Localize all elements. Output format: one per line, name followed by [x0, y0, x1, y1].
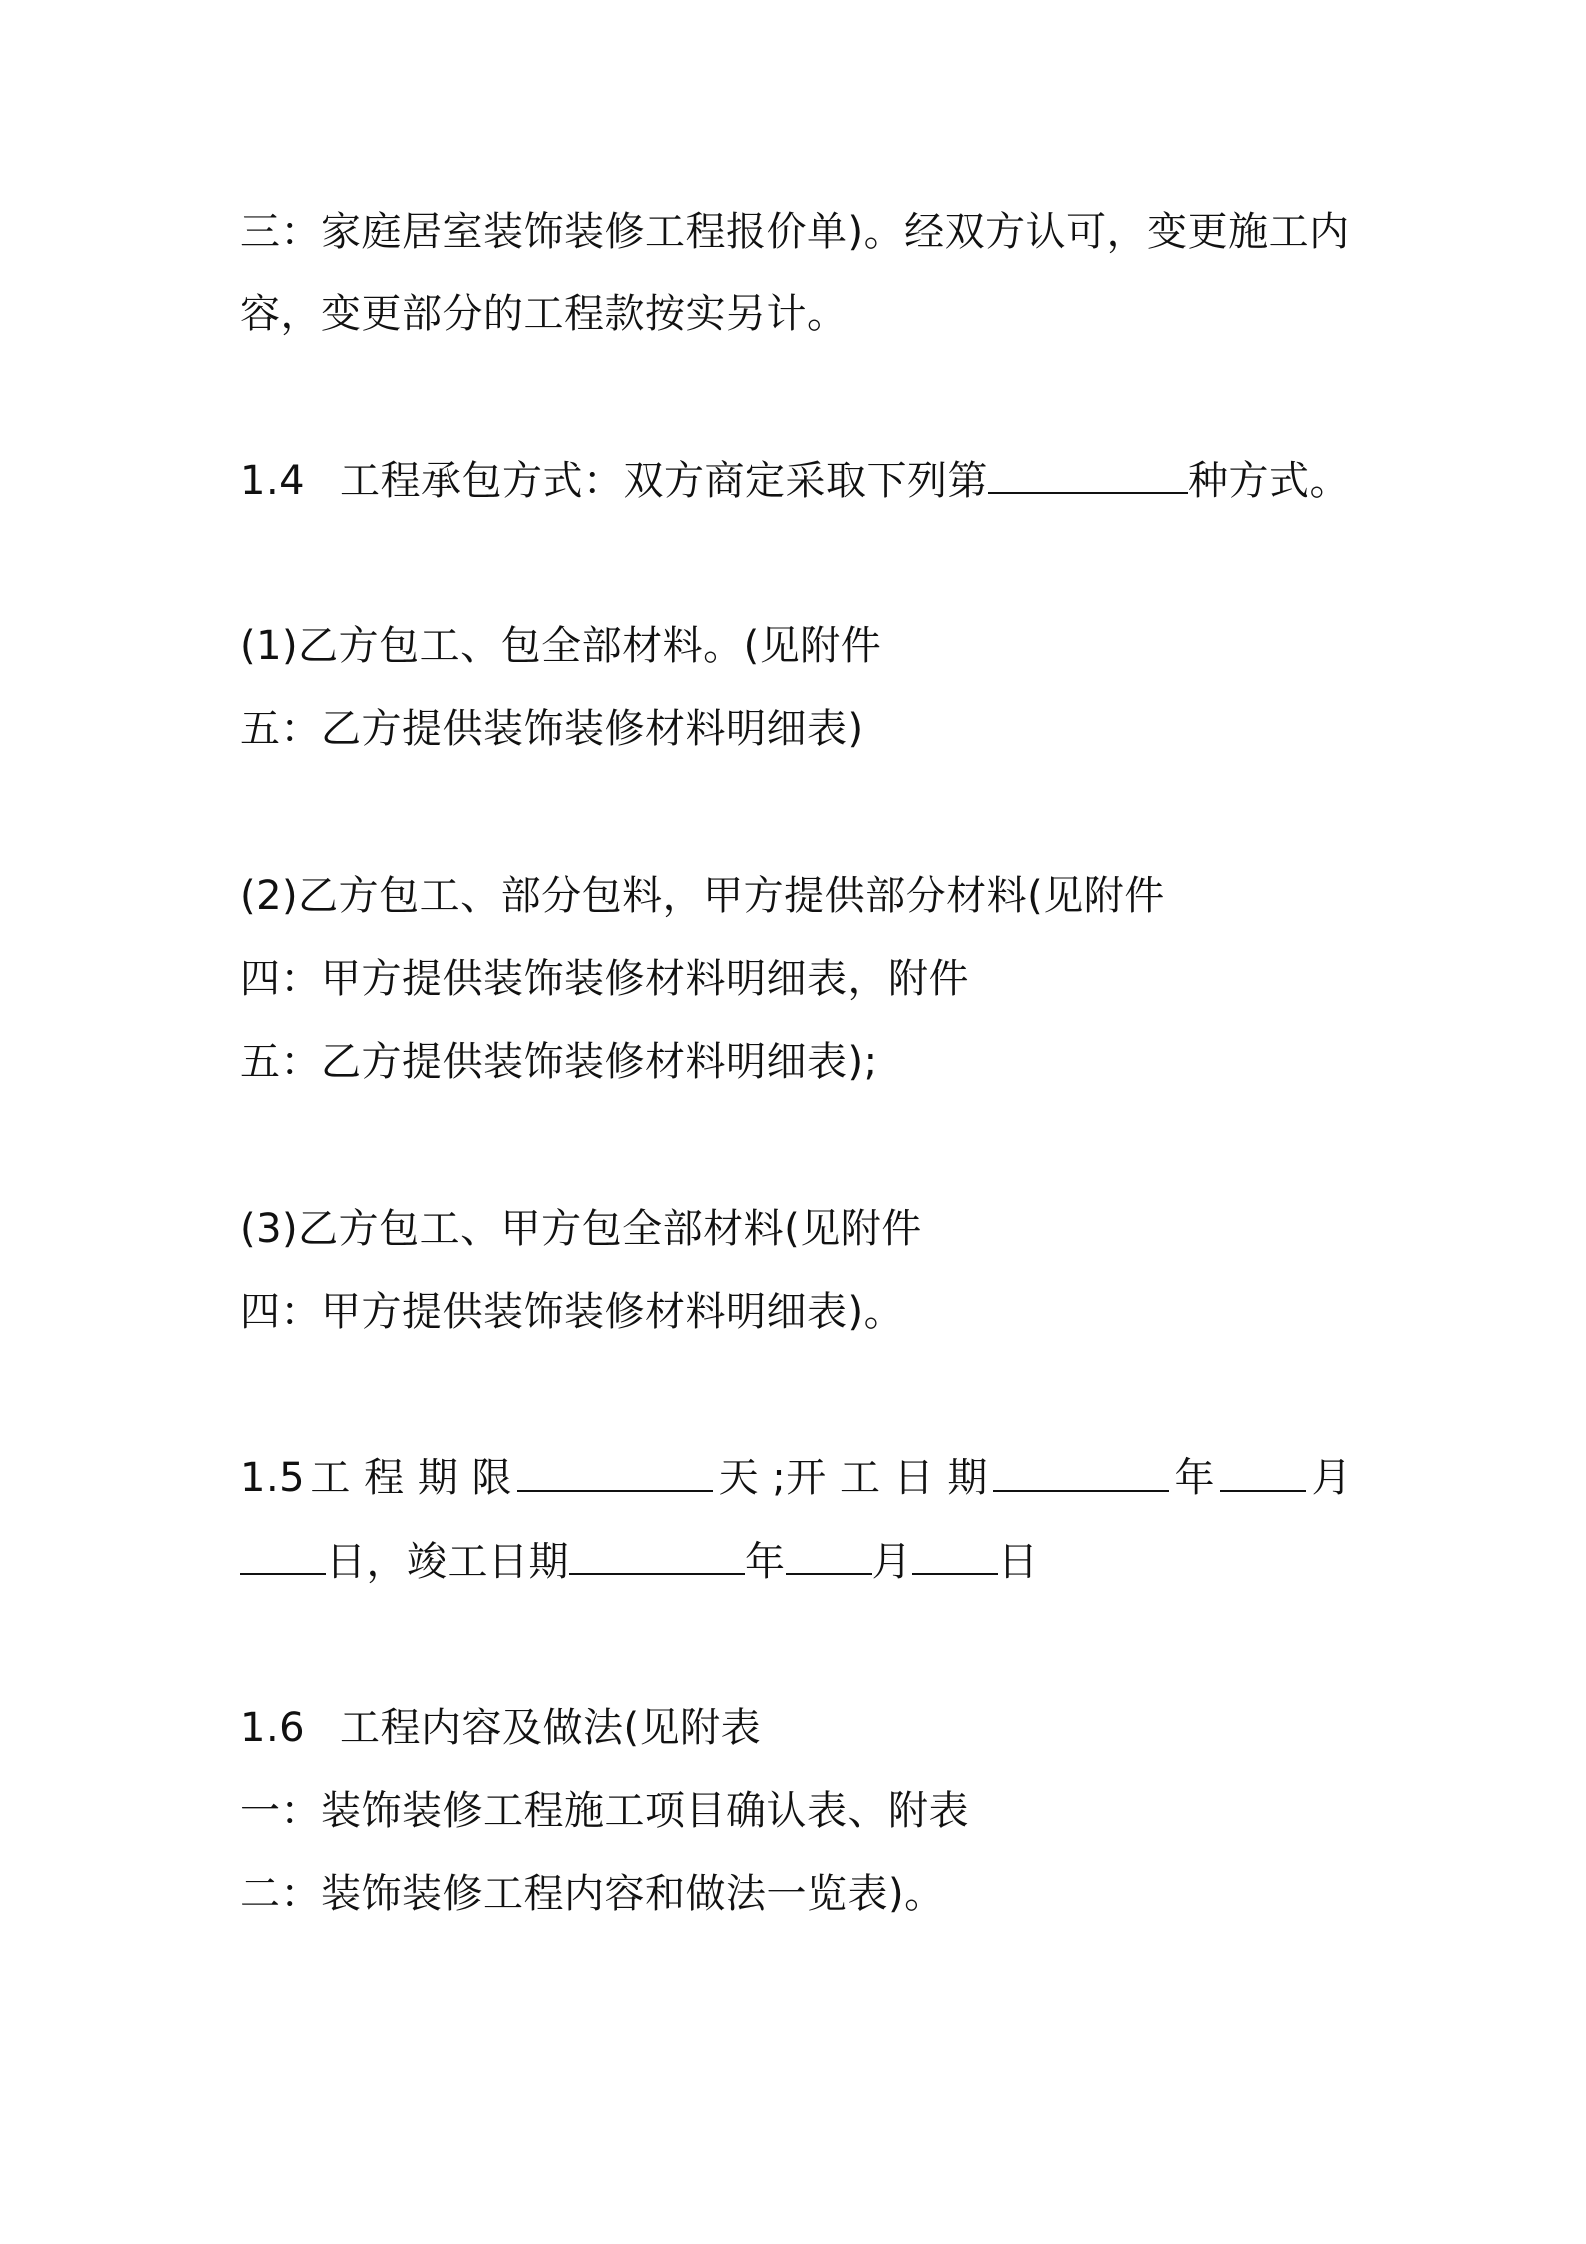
- section-1-4: [240, 454, 1350, 507]
- text: 五：乙方提供装饰装修材料明细表);: [240, 1039, 878, 1085]
- option-1-line: [240, 703, 864, 755]
- option-1-line: [240, 620, 881, 672]
- text: 容，变更部分的工程款按实另计。: [240, 291, 848, 337]
- text: 月: [871, 1539, 912, 1585]
- text: (1)乙方包工、包全部材料。(见附件: [240, 623, 882, 669]
- section-text: 工程承包方式：双方商定采取下列第: [340, 458, 988, 504]
- fill-blank: [993, 1452, 1169, 1492]
- fill-blank: [988, 454, 1188, 494]
- section-number: 1.6: [240, 1705, 306, 1751]
- text: 工 程 期 限: [310, 1455, 513, 1501]
- section-text: 工程内容及做法(见附表: [340, 1705, 762, 1751]
- fill-blank: [240, 1535, 326, 1575]
- paragraph-line: [240, 206, 1350, 258]
- fill-blank: [569, 1535, 745, 1575]
- text: 五：乙方提供装饰装修材料明细表): [240, 706, 864, 752]
- text: 四：甲方提供装饰装修材料明细表，附件: [240, 956, 969, 1002]
- section-1-6: [240, 1702, 761, 1754]
- section-1-6-line: [240, 1785, 969, 1837]
- text: 日，竣工日期: [326, 1539, 569, 1585]
- section-1-6-line: [240, 1868, 945, 1920]
- text: 年: [1174, 1455, 1215, 1501]
- text: 一：装饰装修工程施工项目确认表、附表: [240, 1788, 969, 1834]
- section-number: 1.4: [240, 458, 306, 504]
- text: 月: [1311, 1455, 1352, 1501]
- text: (3)乙方包工、甲方包全部材料(见附件: [240, 1206, 922, 1252]
- fill-blank: [517, 1452, 713, 1492]
- paragraph-line: [240, 288, 848, 340]
- section-1-5-line1: [240, 1452, 1352, 1504]
- section-number: 1.5: [240, 1455, 306, 1501]
- option-3-line: [240, 1203, 922, 1255]
- text: 四：甲方提供装饰装修材料明细表)。: [240, 1289, 905, 1335]
- option-2-line: [240, 870, 1165, 922]
- fill-blank: [1220, 1452, 1306, 1492]
- option-2-line: [240, 953, 969, 1005]
- text: 二：装饰装修工程内容和做法一览表)。: [240, 1871, 945, 1917]
- text: 日: [998, 1539, 1039, 1585]
- text: 天 ;开 工 日 期: [718, 1455, 988, 1501]
- section-1-5-line2: [240, 1535, 1039, 1588]
- text: 三：家庭居室装饰装修工程报价单)。经双方认可，变更施工内: [240, 209, 1350, 255]
- option-2-line: [240, 1036, 878, 1088]
- section-text: 种方式。: [1188, 458, 1350, 504]
- fill-blank: [912, 1535, 998, 1575]
- text: 年: [745, 1539, 786, 1585]
- text: (2)乙方包工、部分包料，甲方提供部分材料(见附件: [240, 873, 1165, 919]
- fill-blank: [786, 1535, 872, 1575]
- option-3-line: [240, 1286, 904, 1338]
